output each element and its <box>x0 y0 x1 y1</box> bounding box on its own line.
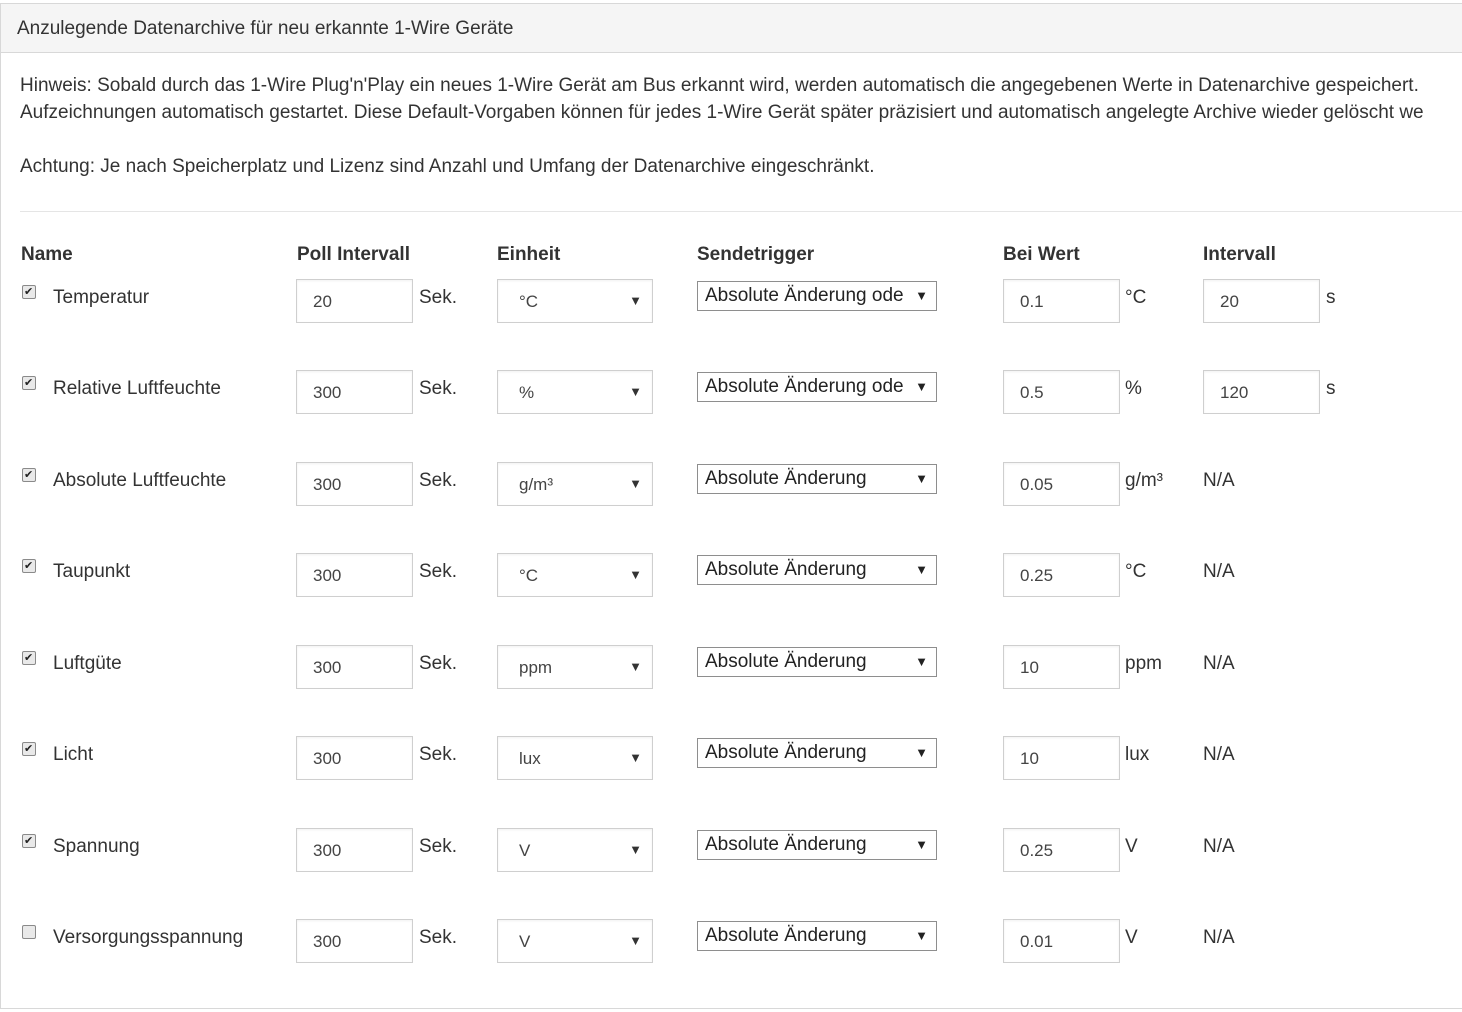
interval-na-label: N/A <box>1203 561 1235 582</box>
dropdown-arrow-icon: ▼ <box>915 379 928 394</box>
threshold-value-input[interactable]: 0.25 <box>1003 553 1120 597</box>
poll-unit-label: Sek. <box>419 378 458 399</box>
threshold-value-input[interactable]: 0.25 <box>1003 828 1120 872</box>
unit-select-value: ppm <box>519 658 553 677</box>
dropdown-arrow-icon: ▼ <box>915 562 928 577</box>
hint-line-1: Hinweis: Sobald durch das 1-Wire Plug'n'Play ein neues 1-Wire Gerät am Bus erkannt wird, werden automatisch die angegebenen Werte in Datenarchive gespeichert. <box>20 75 1419 96</box>
table-row <box>0 919 1462 965</box>
table-row <box>0 279 1462 325</box>
trigger-select[interactable] <box>697 372 937 402</box>
poll-unit-label: Sek. <box>419 470 458 491</box>
dropdown-arrow-icon: ▼ <box>629 293 642 308</box>
row-name: Spannung <box>53 836 140 857</box>
threshold-value-input[interactable]: 10 <box>1003 736 1120 780</box>
enable-checkbox[interactable] <box>22 468 36 482</box>
dropdown-arrow-icon: ▼ <box>629 567 642 582</box>
column-header-name: Name <box>21 244 73 265</box>
unit-select-value: V <box>519 841 531 860</box>
trigger-select[interactable] <box>697 921 937 951</box>
threshold-value-input[interactable]: 0.05 <box>1003 462 1120 506</box>
trigger-select[interactable] <box>697 555 937 585</box>
threshold-unit-label: lux <box>1125 744 1150 765</box>
enable-checkbox[interactable] <box>22 925 36 939</box>
trigger-select[interactable] <box>697 281 937 311</box>
dropdown-arrow-icon: ▼ <box>915 745 928 760</box>
threshold-value-input[interactable]: 0.01 <box>1003 919 1120 963</box>
interval-input[interactable]: 120 <box>1203 370 1320 414</box>
trigger-select-value: Absolute Änderung <box>705 651 867 672</box>
dropdown-arrow-icon: ▼ <box>629 384 642 399</box>
unit-select-value: lux <box>519 749 541 768</box>
row-name: Taupunkt <box>53 561 131 582</box>
dropdown-arrow-icon: ▼ <box>915 837 928 852</box>
dropdown-arrow-icon: ▼ <box>629 842 642 857</box>
interval-input[interactable]: 20 <box>1203 279 1320 323</box>
threshold-value-input[interactable]: 0.5 <box>1003 370 1120 414</box>
trigger-select[interactable] <box>697 464 937 494</box>
enable-checkbox[interactable] <box>22 651 36 665</box>
trigger-select-value: Absolute Änderung ode <box>705 285 904 306</box>
unit-select-value: % <box>519 383 535 402</box>
trigger-select-value: Absolute Änderung <box>705 834 867 855</box>
unit-select-value: g/m³ <box>519 475 553 494</box>
panel-title: Anzulegende Datenarchive für neu erkannte 1-Wire Geräte <box>1 4 1462 53</box>
trigger-select-value: Absolute Änderung <box>705 468 867 489</box>
poll-interval-input[interactable]: 300 <box>296 370 413 414</box>
unit-select[interactable] <box>497 553 653 597</box>
poll-unit-label: Sek. <box>419 836 458 857</box>
row-name: Temperatur <box>53 287 150 308</box>
trigger-select-value: Absolute Änderung ode <box>705 376 904 397</box>
column-header-interval: Intervall <box>1203 244 1276 265</box>
dropdown-arrow-icon: ▼ <box>915 654 928 669</box>
unit-select[interactable] <box>497 736 653 780</box>
row-name: Versorgungsspannung <box>53 927 244 948</box>
trigger-select[interactable] <box>697 830 937 860</box>
unit-select[interactable] <box>497 828 653 872</box>
interval-na-label: N/A <box>1203 653 1235 674</box>
column-header-poll: Poll Intervall <box>297 244 410 265</box>
enable-checkbox[interactable] <box>22 742 36 756</box>
unit-select-value: °C <box>519 566 539 585</box>
trigger-select-value: Absolute Änderung <box>705 925 867 946</box>
warning-text: Achtung: Je nach Speicherplatz und Lizenz sind Anzahl und Umfang der Datenarchive eingeschränkt. <box>20 156 875 177</box>
divider <box>20 211 1462 212</box>
interval-unit-label: s <box>1326 378 1336 399</box>
dropdown-arrow-icon: ▼ <box>915 288 928 303</box>
dropdown-arrow-icon: ▼ <box>629 750 642 765</box>
hint-line-2: Aufzeichnungen automatisch gestartet. Diese Default-Vorgaben können für jedes 1-Wire Gerät später präzisiert und automatisch angelegte Archive wieder gelöscht we <box>20 102 1424 123</box>
row-name: Licht <box>53 744 94 765</box>
trigger-select-value: Absolute Änderung <box>705 742 867 763</box>
poll-unit-label: Sek. <box>419 927 458 948</box>
dropdown-arrow-icon: ▼ <box>915 928 928 943</box>
trigger-select[interactable] <box>697 738 937 768</box>
interval-na-label: N/A <box>1203 744 1235 765</box>
dropdown-arrow-icon: ▼ <box>629 476 642 491</box>
interval-unit-label: s <box>1326 287 1336 308</box>
poll-interval-input[interactable]: 300 <box>296 919 413 963</box>
poll-interval-input[interactable]: 300 <box>296 736 413 780</box>
unit-select[interactable] <box>497 279 653 323</box>
enable-checkbox[interactable] <box>22 834 36 848</box>
trigger-select[interactable] <box>697 647 937 677</box>
enable-checkbox[interactable] <box>22 285 36 299</box>
table-row <box>0 553 1462 599</box>
table-row <box>0 370 1462 416</box>
table-row <box>0 645 1462 691</box>
dropdown-arrow-icon: ▼ <box>629 659 642 674</box>
enable-checkbox[interactable] <box>22 376 36 390</box>
poll-unit-label: Sek. <box>419 744 458 765</box>
table-row <box>0 736 1462 782</box>
unit-select-value: V <box>519 932 531 951</box>
trigger-select-value: Absolute Änderung <box>705 559 867 580</box>
threshold-value-input[interactable]: 0.1 <box>1003 279 1120 323</box>
interval-na-label: N/A <box>1203 836 1235 857</box>
dropdown-arrow-icon: ▼ <box>915 471 928 486</box>
poll-unit-label: Sek. <box>419 653 458 674</box>
threshold-unit-label: ppm <box>1125 653 1162 674</box>
unit-select[interactable] <box>497 370 653 414</box>
row-name: Relative Luftfeuchte <box>53 378 221 399</box>
unit-select[interactable] <box>497 645 653 689</box>
interval-na-label: N/A <box>1203 927 1235 948</box>
threshold-value-input[interactable]: 10 <box>1003 645 1120 689</box>
threshold-unit-label: % <box>1125 378 1142 399</box>
poll-interval-input[interactable]: 300 <box>296 645 413 689</box>
dropdown-arrow-icon: ▼ <box>629 933 642 948</box>
column-header-value: Bei Wert <box>1003 244 1080 265</box>
poll-interval-input[interactable]: 300 <box>296 553 413 597</box>
row-name: Absolute Luftfeuchte <box>53 470 227 491</box>
poll-interval-input[interactable]: 300 <box>296 828 413 872</box>
threshold-unit-label: V <box>1125 836 1138 857</box>
poll-interval-input[interactable]: 300 <box>296 462 413 506</box>
row-name: Luftgüte <box>53 653 122 674</box>
poll-interval-input[interactable]: 20 <box>296 279 413 323</box>
poll-unit-label: Sek. <box>419 287 458 308</box>
column-header-trigger: Sendetrigger <box>697 244 815 265</box>
column-header-unit: Einheit <box>497 244 561 265</box>
unit-select-value: °C <box>519 292 539 311</box>
unit-select[interactable] <box>497 919 653 963</box>
threshold-unit-label: °C <box>1125 561 1147 582</box>
enable-checkbox[interactable] <box>22 559 36 573</box>
table-row <box>0 828 1462 874</box>
threshold-unit-label: °C <box>1125 287 1147 308</box>
threshold-unit-label: g/m³ <box>1125 470 1163 491</box>
threshold-unit-label: V <box>1125 927 1138 948</box>
unit-select[interactable] <box>497 462 653 506</box>
table-row <box>0 462 1462 508</box>
interval-na-label: N/A <box>1203 470 1235 491</box>
poll-unit-label: Sek. <box>419 561 458 582</box>
hint-text <box>20 72 1424 126</box>
